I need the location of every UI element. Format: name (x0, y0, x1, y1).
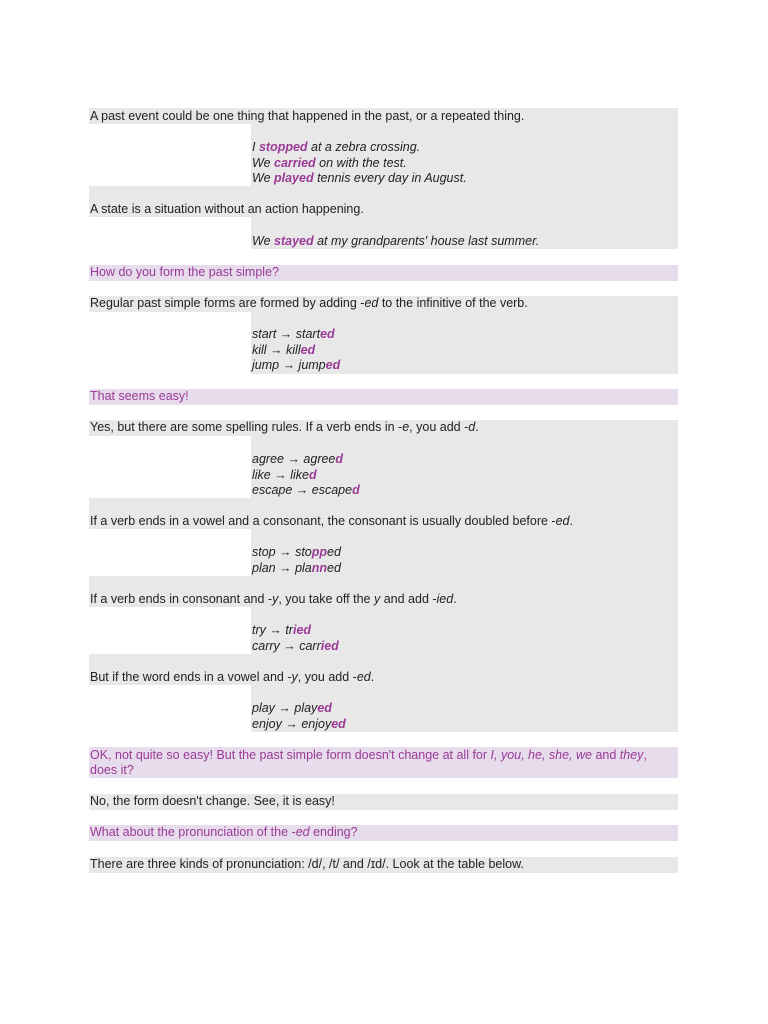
paragraph-vowel-y-rule: But if the word ends in a vowel and -y, you add -ed. (90, 670, 375, 684)
example-sentence: We carried on with the test. (252, 156, 407, 170)
verb-example: try → tried (252, 623, 312, 637)
question-heading: What about the pronunciation of the -ed ending? (90, 825, 358, 839)
question-heading: OK, not quite so easy! But the past simple form doesn't change at all for I, you, he, she, we and they, (90, 748, 647, 762)
paragraph-state: A state is a situation without an action happening. (90, 202, 364, 216)
verb-example: plan → planned (252, 561, 341, 575)
verb-example: stop → stopped (252, 545, 341, 559)
verb-example: jump → jumped (252, 358, 341, 372)
verb-example: carry → carried (252, 639, 339, 653)
verb-example: start → started (252, 327, 335, 341)
para-notch (89, 607, 251, 654)
para-notch (89, 436, 251, 498)
verb-example: play → played (252, 701, 332, 715)
verb-example: agree → agreed (252, 452, 344, 466)
question-heading-continued: does it? (90, 763, 134, 777)
example-sentence: We played tennis every day in August. (252, 171, 467, 185)
paragraph-spelling-rules: Yes, but there are some spelling rules. If a verb ends in -e, you add -d. (90, 420, 479, 434)
para-notch (89, 217, 251, 249)
example-sentence: I stopped at a zebra crossing. (252, 140, 421, 154)
paragraph-regular-forms: Regular past simple forms are formed by adding -ed to the infinitive of the verb. (90, 296, 528, 310)
answer-text: There are three kinds of pronunciation: /d/, /t/ and /ɪd/. Look at the table below. (90, 857, 524, 871)
para-notch (89, 312, 251, 374)
verb-example: escape → escaped (252, 483, 360, 497)
paragraph-past-event: A past event could be one thing that happened in the past, or a repeated thing. (90, 109, 525, 123)
example-sentence: We stayed at my grandparents' house last summer. (252, 234, 540, 248)
verb-example: kill → killed (252, 343, 316, 357)
para-notch (89, 529, 251, 576)
para-notch (89, 685, 251, 732)
question-heading: That seems easy! (90, 389, 189, 403)
answer-text: No, the form doesn't change. See, it is easy! (90, 794, 335, 808)
verb-example: like → liked (252, 468, 317, 482)
question-heading: How do you form the past simple? (90, 265, 279, 279)
para-notch (89, 124, 251, 186)
paragraph-consonant-y-rule: If a verb ends in consonant and -y, you take off the y and add -ied. (90, 592, 457, 606)
paragraph-doubling-rule: If a verb ends in a vowel and a consonant, the consonant is usually doubled before -ed. (90, 514, 573, 528)
verb-example: enjoy → enjoyed (252, 717, 346, 731)
